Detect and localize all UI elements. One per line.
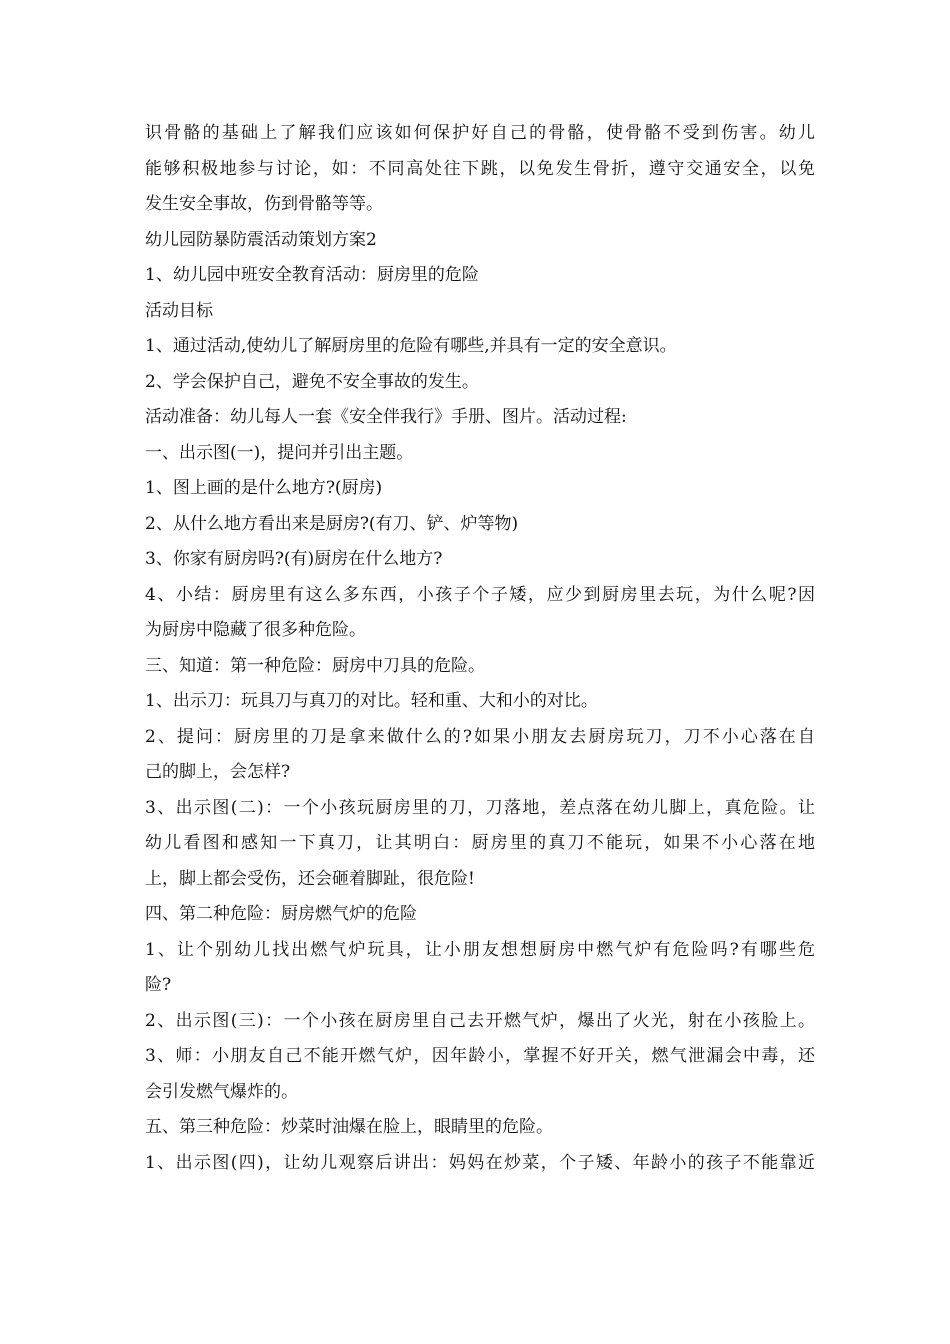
text-line: 三、知道：第一种危险：厨房中刀具的危险。 bbox=[145, 655, 485, 676]
text-line: 一、出示图(一)，提问并引出主题。 bbox=[145, 442, 414, 463]
text-line: 2、学会保护自己，避免不安全事故的发生。 bbox=[145, 371, 479, 392]
text-line: 1、图上画的是什么地方?(厨房) bbox=[145, 478, 383, 498]
text-line: 上，脚上都会受伤，还会砸着脚趾，很危险! bbox=[145, 868, 475, 889]
subheading-goals: 活动目标 bbox=[145, 300, 213, 321]
text-line: 五、第三种危险：炒菜时油爆在脸上，眼睛里的危险。 bbox=[145, 1117, 553, 1137]
text-line: 4、小结：厨房里有这么多东西，小孩子个子矮，应少到厨房里去玩，为什么呢?因 bbox=[145, 584, 815, 605]
text-line: 2、出示图(三)：一个小孩在厨房里自己去开燃气炉，爆出了火光，射在小孩脸上。 bbox=[145, 1010, 815, 1031]
text-line: 3、出示图(二)：一个小孩玩厨房里的刀，刀落地，差点落在幼儿脚上，真危险。让 bbox=[145, 797, 815, 818]
text-line: 会引发燃气爆炸的。 bbox=[145, 1081, 298, 1102]
document-body bbox=[145, 116, 815, 1181]
text-line: 3、师：小朋友自己不能开燃气炉，因年龄小，掌握不好开关，燃气泄漏会中毒，还 bbox=[145, 1046, 815, 1066]
activity-title: 1、幼儿园中班安全教育活动：厨房里的危险 bbox=[145, 265, 479, 285]
text-line: 1、出示刀：玩具刀与真刀的对比。轻和重、大和小的对比。 bbox=[145, 691, 598, 711]
text-line: 3、你家有厨房吗?(有)厨房在什么地方? bbox=[145, 549, 443, 569]
text-line: 能够积极地参与讨论，如：不同高处往下跳，以免发生骨折，遵守交通安全，以免 bbox=[145, 158, 815, 179]
text-line: 1、出示图(四)，让幼儿观察后讲出：妈妈在炒菜，个子矮、年龄小的孩子不能靠近 bbox=[145, 1152, 815, 1173]
text-line: 活动准备：幼儿每人一套《安全伴我行》手册、图片。活动过程: bbox=[145, 407, 627, 427]
text-line: 2、提问：厨房里的刀是拿来做什么的?如果小朋友去厨房玩刀，刀不小心落在自 bbox=[145, 726, 815, 747]
text-line: 险? bbox=[145, 975, 172, 995]
text-line: 发生安全事故，伤到骨骼等等。 bbox=[145, 194, 383, 214]
text-line: 四、第二种危险：厨房燃气炉的危险 bbox=[145, 904, 417, 924]
text-line: 2、从什么地方看出来是厨房?(有刀、铲、炉等物) bbox=[145, 513, 519, 534]
text-line: 识骨骼的基础上了解我们应该如何保护好自己的骨骼，使骨骼不受到伤害。幼儿 bbox=[145, 123, 815, 143]
text-line: 1、让个别幼儿找出燃气炉玩具，让小朋友想想厨房中燃气炉有危险吗?有哪些危 bbox=[145, 939, 815, 960]
text-line: 为厨房中隐藏了很多种危险。 bbox=[145, 620, 366, 640]
text-line: 幼儿看图和感知一下真刀，让其明白：厨房里的真刀不能玩，如果不小心落在地 bbox=[145, 833, 815, 853]
text-line: 1、通过活动,使幼儿了解厨房里的危险有哪些,并具有一定的安全意识。 bbox=[145, 336, 677, 356]
section-heading: 幼儿园防暴防震活动策划方案2 bbox=[145, 229, 377, 250]
text-line: 己的脚上，会怎样? bbox=[145, 762, 291, 782]
